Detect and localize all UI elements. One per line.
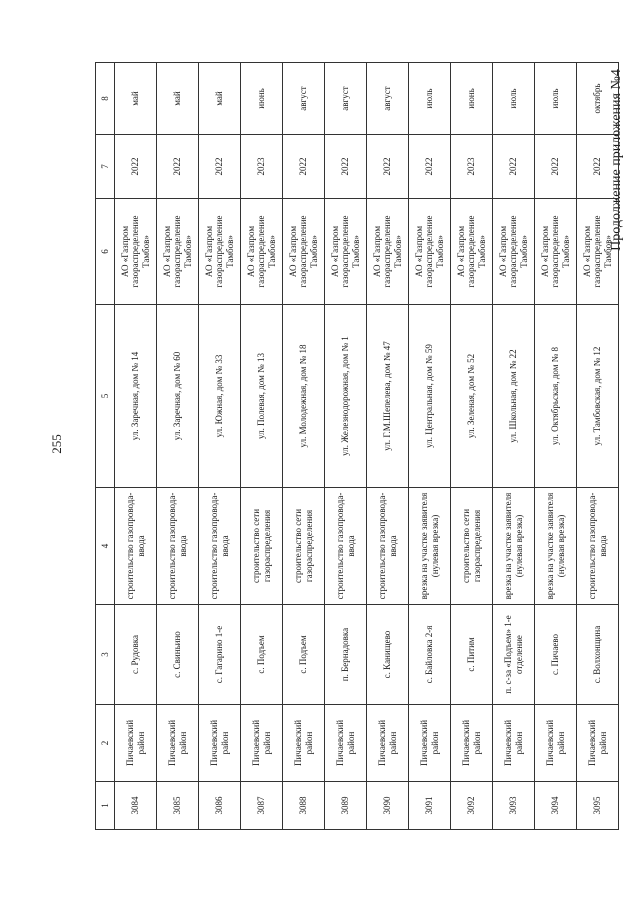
table-cell-col-organization: АО «Газпром газораспределение Тамбов» (493, 199, 535, 305)
table-cell-col-settlement: с. Гагарино 1-е (199, 605, 241, 705)
table-cell-col-organization: АО «Газпром газораспределение Тамбов» (241, 199, 283, 305)
table-cell-col-year: 2023 (241, 135, 283, 199)
table-cell-col-organization: АО «Газпром газораспределение Тамбов» (325, 199, 367, 305)
table-row (325, 63, 367, 830)
table-cell-col-month: май (199, 63, 241, 135)
table-cell-col-district: Пичаевский район (115, 705, 157, 782)
table-cell-col-month: август (367, 63, 409, 135)
table-cell-col-address: ул. Тамбовская, дом № 12 (577, 305, 619, 488)
table-cell-col-settlement: с. Пичаево (535, 605, 577, 705)
table-row (283, 63, 325, 830)
table-body (115, 63, 619, 830)
header-cell-col-number: 1 (96, 782, 115, 830)
table-row (451, 63, 493, 830)
table-cell-col-organization: АО «Газпром газораспределение Тамбов» (577, 199, 619, 305)
gasification-table (95, 62, 619, 830)
table-cell-col-address: ул. Г.М.Шепелева, дом № 47 (367, 305, 409, 488)
table-cell-col-organization: АО «Газпром газораспределение Тамбов» (451, 199, 493, 305)
table-cell-col-work-type: врезка на участке заявителя (нулевая врезка) (493, 488, 535, 605)
table-cell-col-month: май (115, 63, 157, 135)
header-cell-col-district: 2 (96, 705, 115, 782)
table-cell-col-month: июль (409, 63, 451, 135)
table-cell-col-organization: АО «Газпром газораспределение Тамбов» (199, 199, 241, 305)
table-cell-col-district: Пичаевский район (577, 705, 619, 782)
table-cell-col-number: 3085 (157, 782, 199, 830)
table-cell-col-number: 3087 (241, 782, 283, 830)
table-cell-col-work-type: строительство газопровода-ввода (325, 488, 367, 605)
header-row (96, 63, 115, 830)
table-cell-col-year: 2022 (577, 135, 619, 199)
table-cell-col-organization: АО «Газпром газораспределение Тамбов» (115, 199, 157, 305)
table-cell-col-work-type: врезка на участке заявителя (нулевая врезка) (535, 488, 577, 605)
table-cell-col-work-type: строительство газопровода-ввода (115, 488, 157, 605)
table-cell-col-number: 3086 (199, 782, 241, 830)
table-cell-col-number: 3095 (577, 782, 619, 830)
table-cell-col-district: Пичаевский район (493, 705, 535, 782)
table-cell-col-year: 2023 (451, 135, 493, 199)
table-cell-col-settlement: с. Байловка 2-я (409, 605, 451, 705)
table-row (535, 63, 577, 830)
table-cell-col-month: август (283, 63, 325, 135)
table-container (95, 63, 613, 830)
table-cell-col-number: 3088 (283, 782, 325, 830)
header-cell-col-settlement: 3 (96, 605, 115, 705)
table-cell-col-month: июнь (241, 63, 283, 135)
table-cell-col-district: Пичаевский район (325, 705, 367, 782)
table-cell-col-number: 3093 (493, 782, 535, 830)
table-cell-col-month: август (325, 63, 367, 135)
table-cell-col-work-type: строительство газопровода-ввода (367, 488, 409, 605)
table-cell-col-settlement: с. Питим (451, 605, 493, 705)
table-cell-col-year: 2022 (535, 135, 577, 199)
table-cell-col-month: октябрь (577, 63, 619, 135)
table-cell-col-number: 3084 (115, 782, 157, 830)
table-row (157, 63, 199, 830)
table-row (493, 63, 535, 830)
table-cell-col-address: ул. Южная, дом № 33 (199, 305, 241, 488)
table-cell-col-address: ул. Октябрьская, дом № 8 (535, 305, 577, 488)
table-cell-col-organization: АО «Газпром газораспределение Тамбов» (409, 199, 451, 305)
table-cell-col-settlement: с. Подъем (283, 605, 325, 705)
table-row (577, 63, 619, 830)
appendix-title: Продолжение приложения №4 (609, 69, 624, 251)
table-cell-col-work-type: строительство сети газораспределения (451, 488, 493, 605)
table-cell-col-year: 2022 (409, 135, 451, 199)
table-cell-col-number: 3089 (325, 782, 367, 830)
table-cell-col-organization: АО «Газпром газораспределение Тамбов» (367, 199, 409, 305)
table-cell-col-district: Пичаевский район (409, 705, 451, 782)
table-cell-col-number: 3094 (535, 782, 577, 830)
table-cell-col-organization: АО «Газпром газораспределение Тамбов» (157, 199, 199, 305)
table-cell-col-year: 2022 (115, 135, 157, 199)
table-cell-col-settlement: с. Рудовка (115, 605, 157, 705)
table-cell-col-settlement: с. Волхонщина (577, 605, 619, 705)
table-cell-col-district: Пичаевский район (241, 705, 283, 782)
table-cell-col-year: 2022 (325, 135, 367, 199)
table-cell-col-month: май (157, 63, 199, 135)
table-cell-col-month: июнь (451, 63, 493, 135)
table-row (367, 63, 409, 830)
table-cell-col-year: 2022 (283, 135, 325, 199)
table-cell-col-district: Пичаевский район (199, 705, 241, 782)
table-cell-col-work-type: строительство газопровода-ввода (199, 488, 241, 605)
header-cell-col-organization: 6 (96, 199, 115, 305)
table-cell-col-number: 3091 (409, 782, 451, 830)
table-cell-col-work-type: строительство газопровода-ввода (157, 488, 199, 605)
table-cell-col-address: ул. Зеленая, дом № 52 (451, 305, 493, 488)
header-cell-col-work-type: 4 (96, 488, 115, 605)
table-cell-col-settlement: с. Канищево (367, 605, 409, 705)
table-cell-col-address: ул. Заречная, дом № 14 (115, 305, 157, 488)
table-header (96, 63, 115, 830)
table-cell-col-address: ул. Полевая, дом № 13 (241, 305, 283, 488)
table-cell-col-year: 2022 (157, 135, 199, 199)
table-cell-col-year: 2022 (493, 135, 535, 199)
table-cell-col-work-type: строительство сети газораспределения (283, 488, 325, 605)
table-cell-col-year: 2022 (199, 135, 241, 199)
table-cell-col-settlement: п. Бернадовка (325, 605, 367, 705)
table-cell-col-number: 3092 (451, 782, 493, 830)
table-cell-col-district: Пичаевский район (157, 705, 199, 782)
table-cell-col-settlement: с. Свиньино (157, 605, 199, 705)
table-cell-col-number: 3090 (367, 782, 409, 830)
table-cell-col-district: Пичаевский район (283, 705, 325, 782)
table-cell-col-district: Пичаевский район (535, 705, 577, 782)
table-cell-col-month: июль (535, 63, 577, 135)
table-row (115, 63, 157, 830)
table-row (199, 63, 241, 830)
table-cell-col-settlement: п. с-за «Подъем» 1-е отделение (493, 605, 535, 705)
table-cell-col-year: 2022 (367, 135, 409, 199)
header-cell-col-year: 7 (96, 135, 115, 199)
table-cell-col-organization: АО «Газпром газораспределение Тамбов» (535, 199, 577, 305)
page-number: 255 (49, 434, 64, 454)
header-cell-col-month: 8 (96, 63, 115, 135)
table-cell-col-work-type: строительство сети газораспределения (241, 488, 283, 605)
table-cell-col-organization: АО «Газпром газораспределение Тамбов» (283, 199, 325, 305)
table-cell-col-work-type: строительство газопровода-ввода (577, 488, 619, 605)
table-cell-col-address: ул. Железнодорожная, дом № 1 (325, 305, 367, 488)
table-cell-col-address: ул. Молодежная, дом № 18 (283, 305, 325, 488)
table-cell-col-work-type: врезка на участке заявителя (нулевая врезка) (409, 488, 451, 605)
table-row (241, 63, 283, 830)
table-cell-col-address: ул. Школьная, дом № 22 (493, 305, 535, 488)
table-row (409, 63, 451, 830)
table-cell-col-district: Пичаевский район (367, 705, 409, 782)
table-cell-col-address: ул. Центральная, дом № 59 (409, 305, 451, 488)
table-cell-col-month: июль (493, 63, 535, 135)
table-cell-col-district: Пичаевский район (451, 705, 493, 782)
table-cell-col-settlement: с. Подъем (241, 605, 283, 705)
table-cell-col-address: ул. Заречная, дом № 60 (157, 305, 199, 488)
header-cell-col-address: 5 (96, 305, 115, 488)
